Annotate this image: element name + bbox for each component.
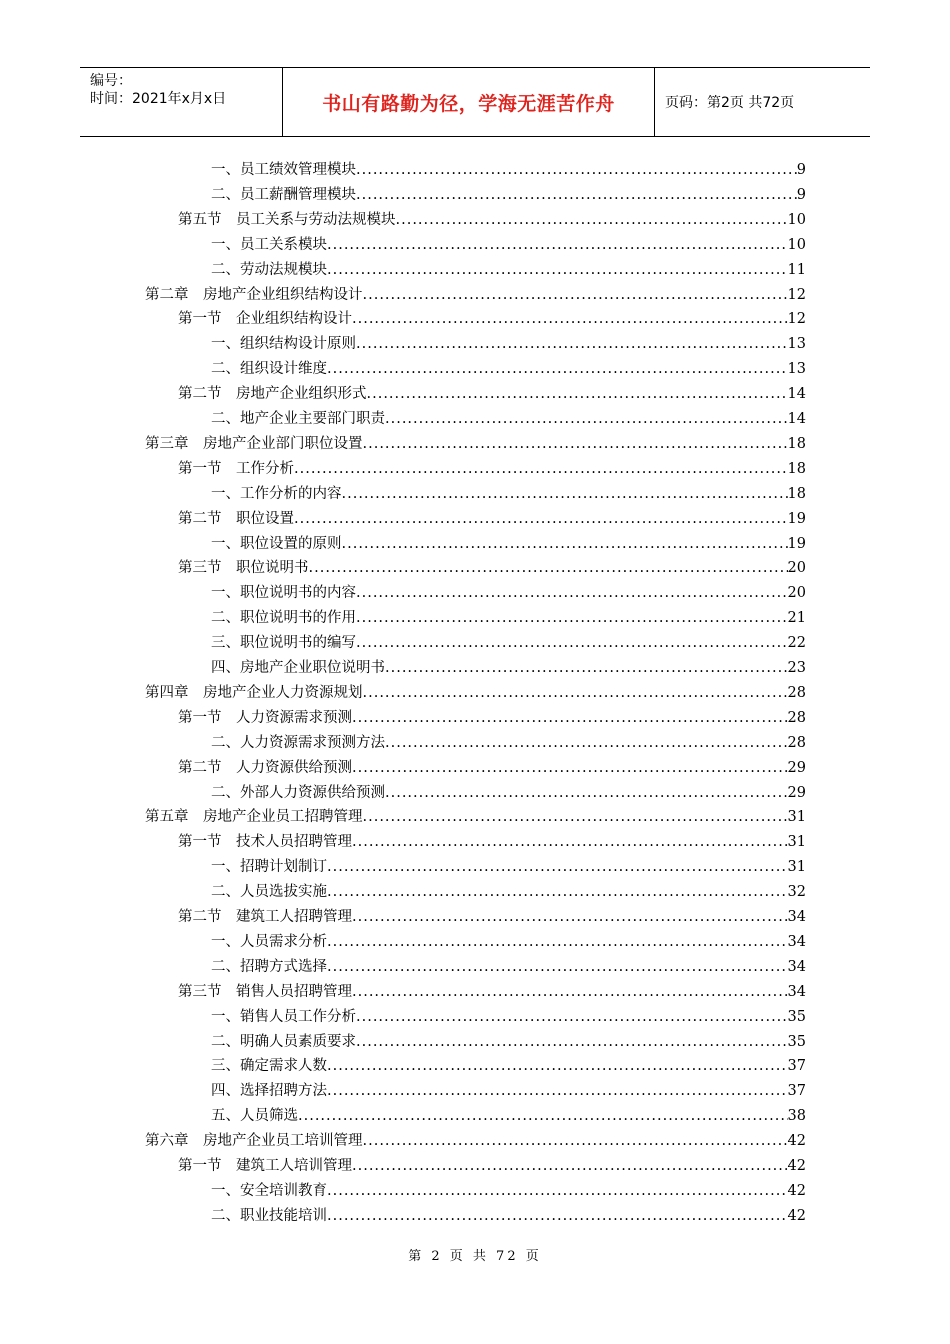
- toc-leader-dots: [352, 710, 788, 726]
- toc-leader-dots: [309, 560, 788, 576]
- toc-leader-dots: [342, 486, 788, 502]
- code-label: 编号：: [90, 73, 132, 89]
- toc-entry-title: 第五章 房地产企业员工招聘管理: [145, 809, 363, 826]
- toc-leader-dots: [352, 834, 788, 850]
- toc-entry[interactable]: [211, 955, 806, 977]
- toc-entry[interactable]: [211, 332, 806, 354]
- toc-entry[interactable]: [211, 1079, 806, 1101]
- toc-entry-title: 第五节 员工关系与劳动法规模块: [178, 211, 396, 228]
- toc-entry-title: 一、安全培训教育: [211, 1182, 327, 1199]
- toc-leader-dots: [327, 959, 788, 975]
- header-meta: [80, 68, 283, 136]
- toc-entry-title: 一、职位设置的原则: [211, 535, 342, 552]
- toc-entry[interactable]: [178, 980, 806, 1002]
- toc-entry[interactable]: [211, 532, 806, 554]
- toc-entry-page: 12: [787, 311, 806, 328]
- toc-entry[interactable]: [211, 1005, 806, 1027]
- toc-leader-dots: [356, 635, 788, 651]
- toc-entry-title: 二、明确人员素质要求: [211, 1033, 356, 1050]
- toc-entry[interactable]: [178, 208, 806, 230]
- toc-entry-title: 第三章 房地产企业部门职位设置: [145, 435, 363, 452]
- toc-leader-dots: [385, 660, 788, 676]
- toc-entry[interactable]: [178, 830, 806, 852]
- toc-entry-page: 34: [787, 983, 806, 1000]
- toc-leader-dots: [356, 585, 788, 601]
- toc-leader-dots: [356, 610, 788, 626]
- toc-entry-page: 21: [787, 610, 806, 627]
- toc-entry-title: 第一节 建筑工人培训管理: [178, 1158, 352, 1174]
- toc-entry[interactable]: [178, 556, 806, 578]
- toc-entry-page: 13: [787, 361, 806, 378]
- toc-entry-page: 29: [787, 759, 806, 776]
- toc-leader-dots: [327, 859, 788, 875]
- toc-entry-page: 10: [787, 211, 806, 228]
- toc-entry-title: 第一节 人力资源需求预测: [178, 709, 352, 726]
- toc-entry[interactable]: [211, 855, 806, 877]
- toc-entry[interactable]: [178, 756, 806, 778]
- toc-entry[interactable]: [211, 880, 806, 902]
- toc-entry[interactable]: [178, 1154, 806, 1176]
- toc-entry[interactable]: [211, 731, 806, 753]
- toc-entry-page: 31: [787, 834, 806, 851]
- toc-entry-title: 一、工作分析的内容: [211, 485, 342, 502]
- toc-entry[interactable]: [211, 1104, 806, 1126]
- toc-entry-title: 一、销售人员工作分析: [211, 1008, 356, 1025]
- toc-entry-page: 29: [787, 784, 806, 801]
- toc-leader-dots: [294, 511, 788, 527]
- page-footer: 第 2 页 共 72 页: [408, 1249, 542, 1264]
- toc-leader-dots: [327, 1083, 788, 1099]
- time-label: 时间：2021年x月x日: [90, 91, 227, 107]
- toc-leader-dots: [352, 909, 788, 925]
- toc-entry-page: 20: [787, 560, 806, 577]
- toc-leader-dots: [298, 1108, 788, 1124]
- toc-entry-page: 10: [787, 236, 806, 253]
- header-motto-cell: [283, 68, 655, 136]
- toc-leader-dots: [363, 809, 788, 825]
- toc-entry-page: 28: [787, 684, 806, 701]
- toc-leader-dots: [363, 1133, 788, 1149]
- toc-leader-dots: [327, 934, 788, 950]
- toc-entry-title: 二、外部人力资源供给预测: [211, 784, 385, 801]
- toc-entry[interactable]: [178, 507, 806, 529]
- toc-entry-page: 38: [787, 1108, 806, 1125]
- toc-entry-title: 一、招聘计划制订: [211, 859, 327, 876]
- toc-entry-title: 三、确定需求人数: [211, 1058, 327, 1075]
- toc-entry-title: 一、人员需求分析: [211, 933, 327, 950]
- toc-entry-title: 第一节 工作分析: [178, 460, 294, 477]
- toc-entry-page: 42: [787, 1133, 806, 1150]
- toc-leader-dots: [356, 1034, 788, 1050]
- toc-entry-page: 34: [787, 933, 806, 950]
- toc-entry-page: 9: [796, 186, 806, 203]
- toc-entry[interactable]: [211, 183, 806, 205]
- toc-entry-title: 一、组织结构设计原则: [211, 336, 356, 353]
- toc-entry-page: 22: [787, 635, 806, 652]
- toc-entry[interactable]: [211, 1030, 806, 1052]
- toc-entry[interactable]: [211, 631, 806, 653]
- toc-entry-title: 五、人员筛选: [211, 1108, 298, 1125]
- toc-entry[interactable]: [178, 457, 806, 479]
- toc-entry[interactable]: [178, 706, 806, 728]
- toc-entry-title: 第二节 人力资源供给预测: [178, 759, 352, 776]
- toc-leader-dots: [363, 436, 788, 452]
- toc-entry-title: 第二章 房地产企业组织结构设计: [145, 286, 363, 303]
- toc-entry-title: 第六章 房地产企业员工培训管理: [145, 1133, 363, 1150]
- toc-entry-page: 23: [787, 660, 806, 676]
- toc-entry[interactable]: [178, 307, 806, 329]
- toc-entry-title: 二、职位说明书的作用: [211, 610, 356, 627]
- toc-entry-title: 二、员工薪酬管理模块: [211, 186, 356, 203]
- toc-entry-title: 四、房地产企业职位说明书: [211, 660, 385, 676]
- toc-entry-page: 18: [787, 485, 806, 502]
- toc-entry[interactable]: [211, 606, 806, 628]
- toc-entry-title: 二、职业技能培训: [211, 1207, 327, 1224]
- toc-entry-page: 32: [787, 884, 806, 901]
- toc-leader-dots: [385, 735, 788, 751]
- toc-entry-title: 三、职位说明书的编写: [211, 635, 356, 652]
- toc-entry-page: 37: [787, 1083, 806, 1100]
- toc-entry-title: 第一节 技术人员招聘管理: [178, 834, 352, 851]
- toc-entry-page: 11: [787, 261, 806, 278]
- toc-entry-page: 28: [787, 734, 806, 751]
- toc-entry-title: 一、员工关系模块: [211, 236, 327, 253]
- toc-leader-dots: [396, 212, 788, 228]
- toc-entry[interactable]: [145, 432, 806, 454]
- toc-leader-dots: [363, 287, 788, 303]
- toc-leader-dots: [363, 685, 788, 701]
- toc-leader-dots: [356, 1009, 788, 1025]
- toc-entry[interactable]: [211, 781, 806, 803]
- toc-entry-title: 第三节 职位说明书: [178, 560, 309, 577]
- toc-leader-dots: [327, 361, 788, 377]
- motto: 书山有路勤为径，学海无涯苦作舟: [322, 92, 615, 115]
- toc-entry-page: 35: [787, 1033, 806, 1050]
- toc-leader-dots: [327, 1058, 788, 1074]
- toc-entry-title: 四、选择招聘方法: [211, 1083, 327, 1100]
- toc-entry-title: 第四章 房地产企业人力资源规划: [145, 684, 363, 701]
- toc-entry[interactable]: [211, 656, 806, 678]
- toc-entry-title: 二、人力资源需求预测方法: [211, 734, 385, 751]
- toc-entry[interactable]: [211, 1179, 806, 1201]
- page-header: [80, 67, 870, 137]
- toc-entry[interactable]: [178, 905, 806, 927]
- toc-entry-page: 19: [787, 510, 806, 527]
- toc-leader-dots: [352, 1158, 788, 1174]
- toc-entry-page: 37: [787, 1058, 806, 1075]
- toc-entry-page: 34: [787, 909, 806, 925]
- toc-leader-dots: [356, 336, 788, 352]
- toc-entry-page: 14: [787, 411, 806, 427]
- toc-entry[interactable]: [178, 382, 806, 404]
- toc-entry-title: 二、地产企业主要部门职责: [211, 411, 385, 427]
- header-page-info: 页码：第2页 共72页: [665, 95, 795, 111]
- toc-leader-dots: [342, 536, 788, 552]
- toc-entry-page: 42: [787, 1158, 806, 1174]
- toc-entry[interactable]: [145, 283, 806, 305]
- toc-leader-dots: [352, 984, 788, 1000]
- toc-entry[interactable]: [211, 482, 806, 504]
- toc-leader-dots: [327, 262, 788, 278]
- toc-entry[interactable]: [211, 1054, 806, 1076]
- toc-entry[interactable]: [211, 407, 806, 429]
- toc-leader-dots: [352, 760, 788, 776]
- toc-leader-dots: [367, 386, 788, 402]
- toc-entry-page: 9: [796, 162, 806, 178]
- toc-entry-title: 二、组织设计维度: [211, 361, 327, 378]
- toc-leader-dots: [327, 1183, 788, 1199]
- toc-leader-dots: [327, 884, 788, 900]
- toc-entry-title: 第二节 建筑工人招聘管理: [178, 909, 352, 925]
- toc-entry-title: 一、职位说明书的内容: [211, 585, 356, 602]
- toc-entry-title: 第三节 销售人员招聘管理: [178, 983, 352, 1000]
- toc-entry-page: 34: [787, 958, 806, 975]
- toc-entry-page: 14: [787, 386, 806, 403]
- toc-leader-dots: [352, 311, 788, 327]
- toc-entry-page: 31: [787, 859, 806, 876]
- toc-entry[interactable]: [211, 233, 806, 255]
- toc-entry-page: 18: [787, 435, 806, 452]
- toc-entry-page: 31: [787, 809, 806, 826]
- toc-entry[interactable]: [145, 805, 806, 827]
- toc-leader-dots: [385, 785, 788, 801]
- toc-entry-page: 35: [787, 1008, 806, 1025]
- toc-entry-page: 12: [787, 286, 806, 303]
- toc-entry-page: 13: [787, 336, 806, 353]
- toc-entry-page: 18: [787, 460, 806, 477]
- toc-entry[interactable]: [211, 258, 806, 280]
- toc-entry[interactable]: [145, 1129, 806, 1151]
- toc-entry[interactable]: [211, 581, 806, 603]
- toc-entry[interactable]: [211, 1204, 806, 1226]
- toc-leader-dots: [385, 411, 788, 427]
- toc-entry-page: 42: [787, 1182, 806, 1199]
- toc-leader-dots: [294, 461, 788, 477]
- toc-leader-dots: [327, 1208, 788, 1224]
- toc-entry[interactable]: [211, 357, 806, 379]
- toc-entry[interactable]: [211, 158, 806, 180]
- toc-entry-page: 42: [787, 1207, 806, 1224]
- toc-entry-title: 第一节 企业组织结构设计: [178, 311, 352, 328]
- toc-entry[interactable]: [211, 930, 806, 952]
- toc-entry-page: 28: [787, 709, 806, 726]
- toc-entry-title: 第二节 职位设置: [178, 510, 294, 527]
- toc-leader-dots: [327, 237, 788, 253]
- toc-entry-page: 19: [787, 535, 806, 552]
- toc-entry-page: 20: [787, 585, 806, 602]
- toc-entry-title: 二、劳动法规模块: [211, 261, 327, 278]
- toc-entry-title: 第二节 房地产企业组织形式: [178, 386, 367, 403]
- toc-entry-title: 二、人员选拔实施: [211, 884, 327, 901]
- toc-leader-dots: [356, 162, 797, 178]
- toc-entry-title: 一、员工绩效管理模块: [211, 162, 356, 178]
- toc-entry[interactable]: [145, 681, 806, 703]
- toc-leader-dots: [356, 187, 797, 203]
- toc-entry-title: 二、招聘方式选择: [211, 958, 327, 975]
